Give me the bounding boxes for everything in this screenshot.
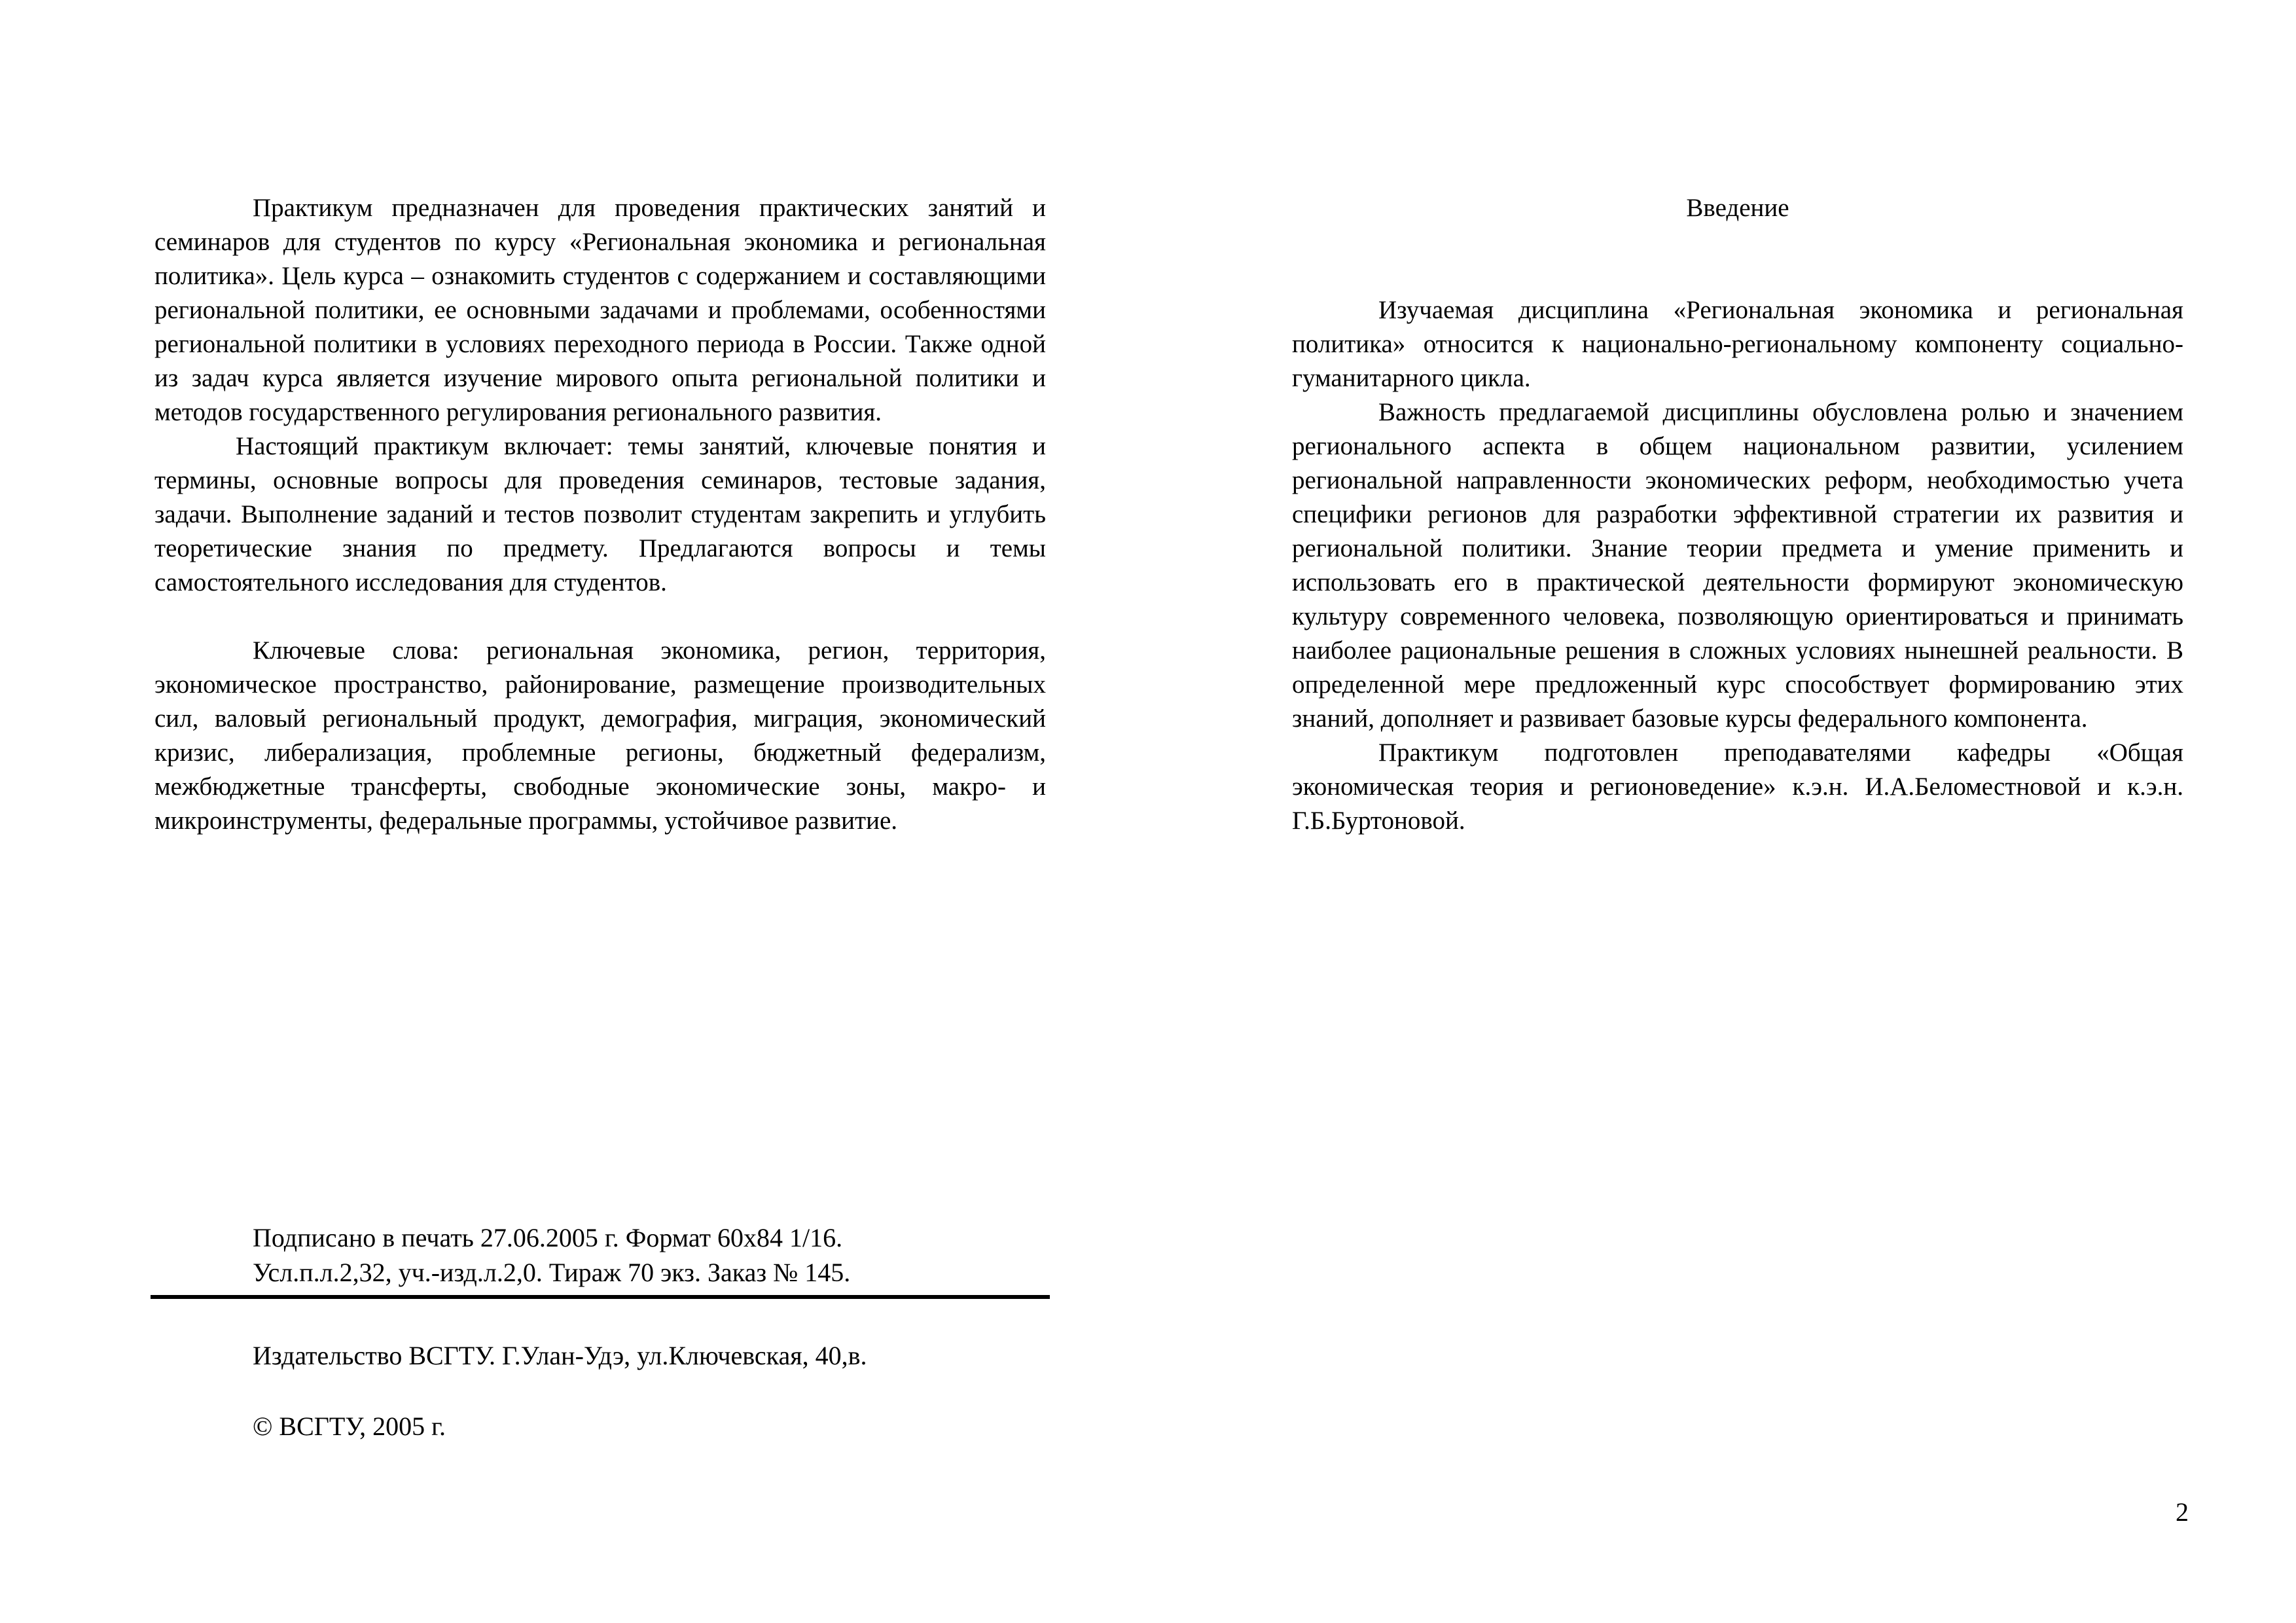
right-text-column: [1292, 191, 2183, 838]
imprint-divider: [151, 1295, 1050, 1299]
left-text-column: [154, 191, 1046, 838]
copyright-line: © ВСГТУ, 2005 г.: [253, 1412, 446, 1441]
publisher-line: Издательство ВСГТУ. Г.Улан-Удэ, ул.Ключевская, 40,в.: [253, 1341, 867, 1370]
purpose-paragraph: Практикум предназначен для проведения практических занятий и семинаров для студентов по курсу «Региональная экономика и региональная политика». Цель курса – ознакомить студентов с содержанием и составляющими региональной политики, ее основными задачами и проблемами, особенностями региональной политики в условиях переходного периода в России. Также одной из задач курса является изучение мирового опыта региональной политики и методов государственного регулирования регионального развития.: [154, 194, 1046, 426]
imprint-block: [253, 1220, 1038, 1290]
right-page: [1148, 0, 2296, 1623]
keywords-paragraph: Ключевые слова: региональная экономика, регион, территория, экономическое пространство, районирование, размещение производительных сил, валовый региональный продукт, демография, миграция, экономический кризис, либерализация, проблемные регионы, бюджетный федерализм, межбюджетные трансферты, свободные экономические зоны, макро- и микроинструменты, федеральные программы, устойчивое развитие.: [154, 636, 1046, 835]
imprint-line-2: Усл.п.л.2,32, уч.-изд.л.2,0. Тираж 70 экз. Заказ № 145.: [253, 1258, 851, 1287]
discipline-paragraph: Изучаемая дисциплина «Региональная экономика и региональная политика» относится к национально-региональному компоненту социально-гуманитарного цикла.: [1292, 296, 2183, 392]
authors-paragraph: Практикум подготовлен преподавателями кафедры «Общая экономическая теория и регионоведение» к.э.н. И.А.Беломестновой и к.э.н. Г.Б.Буртоновой.: [1292, 739, 2183, 835]
importance-paragraph: Важность предлагаемой дисциплины обусловлена ролью и значением регионального аспекта в общем национальном развитии, усилением региональной направленности экономических реформ, необходимостью учета специфики регионов для разработки эффективной стратегии их развития и региональной политики. Знание теории предмета и умение применить и использовать его в практической деятельности формируют экономическую культуру современного человека, позволяющую ориентироваться и принимать наиболее рациональные решения в сложных условиях нынешней реальности. В определенной мере предложенный курс способствует формированию этих знаний, дополняет и развивает базовые курсы федерального компонента.: [1292, 398, 2183, 733]
paragraph-spacer: [154, 600, 1046, 634]
contents-paragraph: Настоящий практикум включает: темы занятий, ключевые понятия и термины, основные вопросы для проведения семинаров, тестовые задания, задачи. Выполнение заданий и тестов позволит студентам закрепить и углубить теоретические знания по предмету. Предлагаются вопросы и темы самостоятельного исследования для студентов.: [154, 432, 1046, 596]
introduction-title: Введение: [1686, 194, 1789, 222]
imprint-line-1: Подписано в печать 27.06.2005 г. Формат 60х84 1/16.: [253, 1223, 843, 1252]
page-number: 2: [2176, 1497, 2189, 1527]
